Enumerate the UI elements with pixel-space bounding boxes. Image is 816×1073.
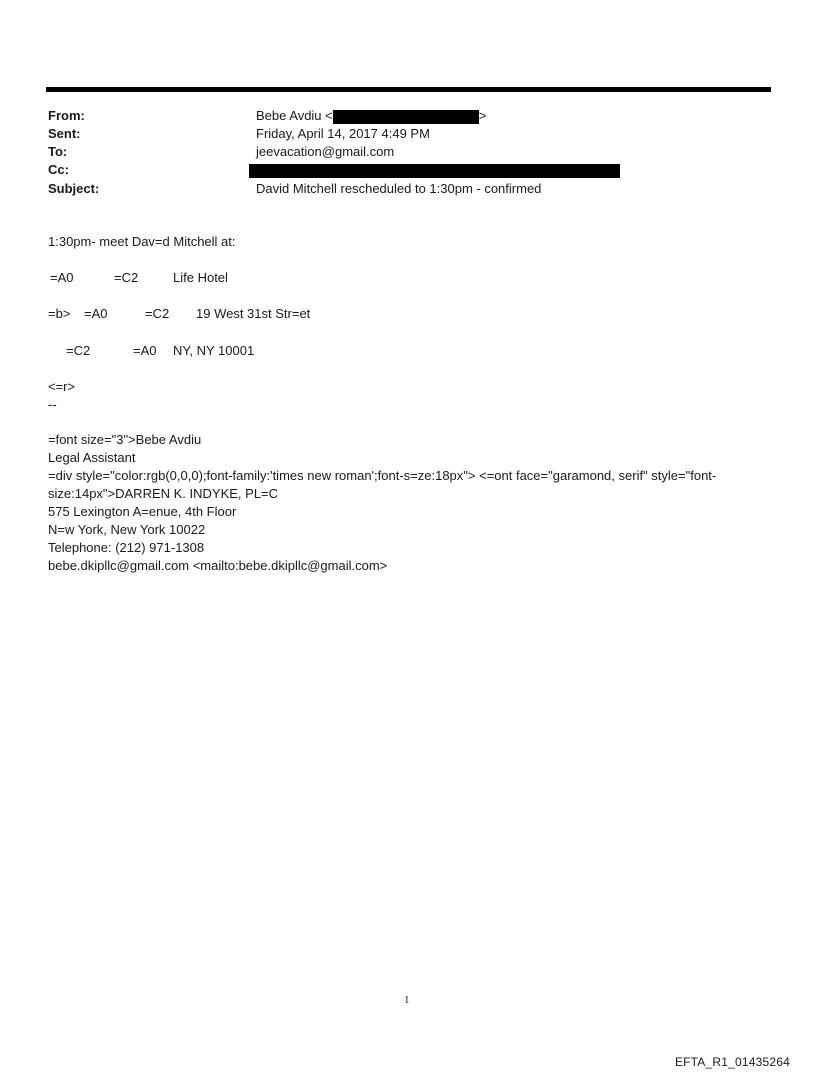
- token: =A0: [84, 306, 108, 321]
- token: =A0: [133, 343, 157, 358]
- subject-value: David Mitchell rescheduled to 1:30pm - confirmed: [256, 181, 542, 196]
- body-line-meeting: 1:30pm- meet Dav=d Mitchell at:: [48, 234, 236, 249]
- signature-separator: --: [48, 397, 57, 412]
- token: =A0: [50, 270, 74, 285]
- token: =C2: [145, 306, 170, 321]
- subject-label: Subject:: [48, 181, 100, 196]
- signature-name: =font size="3">Bebe Avdiu: [48, 432, 202, 447]
- cc-label: Cc:: [48, 162, 69, 177]
- body-line-city: [48, 342, 448, 360]
- token: NY, NY 10001: [173, 343, 255, 358]
- token: 19 West 31st Str=et: [196, 306, 311, 321]
- sent-value: Friday, April 14, 2017 4:49 PM: [256, 126, 430, 141]
- sent-label: Sent:: [48, 126, 81, 141]
- signature-address: 575 Lexington A=enue, 4th Floor: [48, 504, 237, 519]
- body-line-street: [48, 305, 448, 323]
- token: =C2: [66, 343, 91, 358]
- to-value: jeevacation@gmail.com: [256, 144, 395, 159]
- from-name: Bebe Avdiu <: [256, 108, 333, 123]
- token: =b>: [48, 306, 71, 321]
- signature-telephone: Telephone: (212) 971-1308: [48, 540, 205, 555]
- signature-title: Legal Assistant: [48, 450, 136, 465]
- header-rule: [46, 87, 771, 92]
- signature-email[interactable]: bebe.dkipllc@gmail.com <mailto:bebe.dkipllc@gmail.com>: [48, 558, 388, 573]
- from-value: [256, 107, 486, 125]
- redaction-bar: [333, 110, 479, 124]
- signature-firm: size:14px">DARREN K. INDYKE, PL=C: [48, 486, 279, 501]
- page-number: 1: [404, 994, 410, 1006]
- from-close: >: [478, 108, 487, 123]
- from-label: From:: [48, 108, 85, 123]
- to-label: To:: [48, 144, 68, 159]
- token: Life Hotel: [173, 270, 228, 285]
- signature-city: N=w York, New York 10022: [48, 522, 206, 537]
- signature-markup: =div style="color:rgb(0,0,0);font-family:'times new roman';font-s=ze:18px"> <=ont face="garamond, serif" style="font-: [48, 468, 717, 483]
- body-line-hotel: [48, 269, 448, 287]
- cc-redaction-bar: [249, 164, 620, 178]
- body-line-break: <=r>: [48, 379, 76, 394]
- bates-number: EFTA_R1_01435264: [674, 1055, 790, 1069]
- token: =C2: [114, 270, 139, 285]
